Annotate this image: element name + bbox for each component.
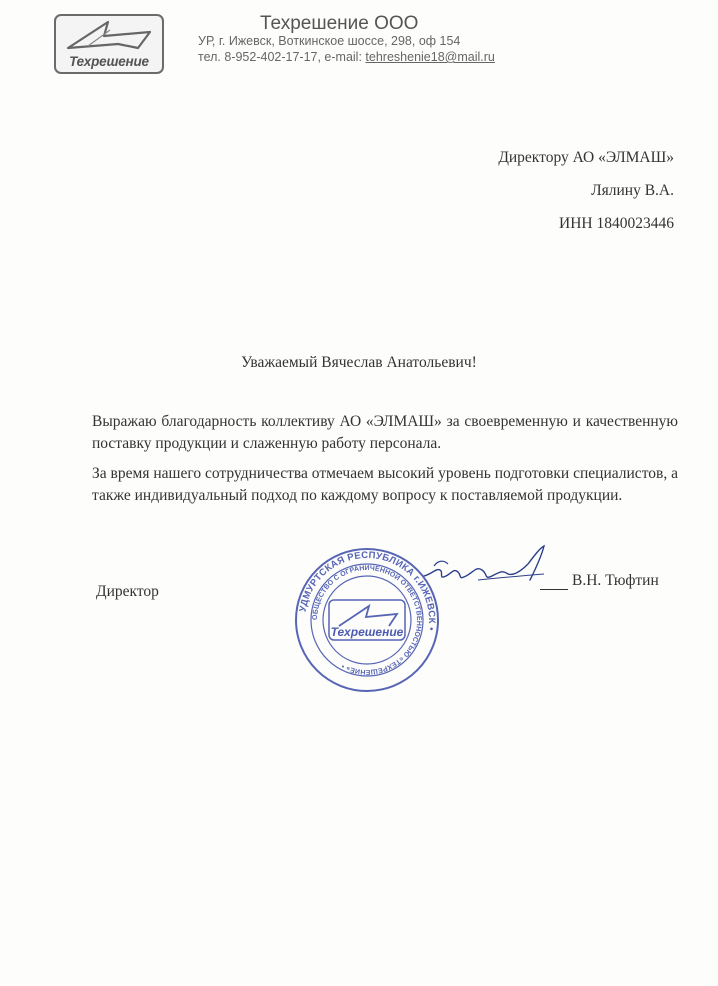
paragraph-1-text: Выражаю благодарность коллективу АО «ЭЛМАШ» за своевременную и качественную поставку продукции и слаженную работу персонала. bbox=[92, 413, 678, 452]
addressee-name: Лялину В.А. bbox=[591, 182, 674, 199]
seal-inner-text: ОБЩЕСТВО С ОГРАНИЧЕННОЙ ОТВЕТСТВЕННОСТЬЮ «ТЕХРЕШЕНИЕ» • bbox=[311, 564, 423, 676]
body-paragraph-1 bbox=[92, 411, 678, 455]
seal-center-text: Техрешение bbox=[330, 625, 404, 639]
phone-text: тел. 8-952-402-17-17, e-mail: bbox=[198, 50, 366, 64]
addressee-position: Директору АО «ЭЛМАШ» bbox=[498, 149, 674, 166]
addressee-inn: ИНН 1840023446 bbox=[559, 215, 674, 232]
company-contacts bbox=[198, 50, 495, 64]
signature-line bbox=[540, 589, 568, 590]
company-name: Техрешение ООО bbox=[260, 13, 419, 34]
signer-title: Директор bbox=[96, 583, 159, 600]
signer-name: В.Н. Тюфтин bbox=[572, 572, 659, 589]
email-link[interactable]: tehreshenie18@mail.ru bbox=[365, 50, 495, 64]
company-logo bbox=[54, 14, 164, 74]
seal-outer-text: УДМУРТСКАЯ РЕСПУБЛИКА г.ИЖЕВСК • bbox=[297, 549, 438, 632]
body-paragraph-2 bbox=[92, 463, 678, 507]
company-address: УР, г. Ижевск, Воткинское шоссе, 298, оф 154 bbox=[198, 34, 461, 48]
handwritten-signature bbox=[418, 540, 558, 592]
logo-text: Техрешение bbox=[69, 54, 149, 69]
salutation: Уважаемый Вячеслав Анатольевич! bbox=[241, 354, 477, 371]
paragraph-2-text: За время нашего сотрудничества отмечаем высокий уровень подготовки специалистов, а также индивидуальный подход по каждому вопросу к поставляемой продукции. bbox=[92, 465, 678, 504]
lightning-logo-icon bbox=[58, 18, 160, 52]
